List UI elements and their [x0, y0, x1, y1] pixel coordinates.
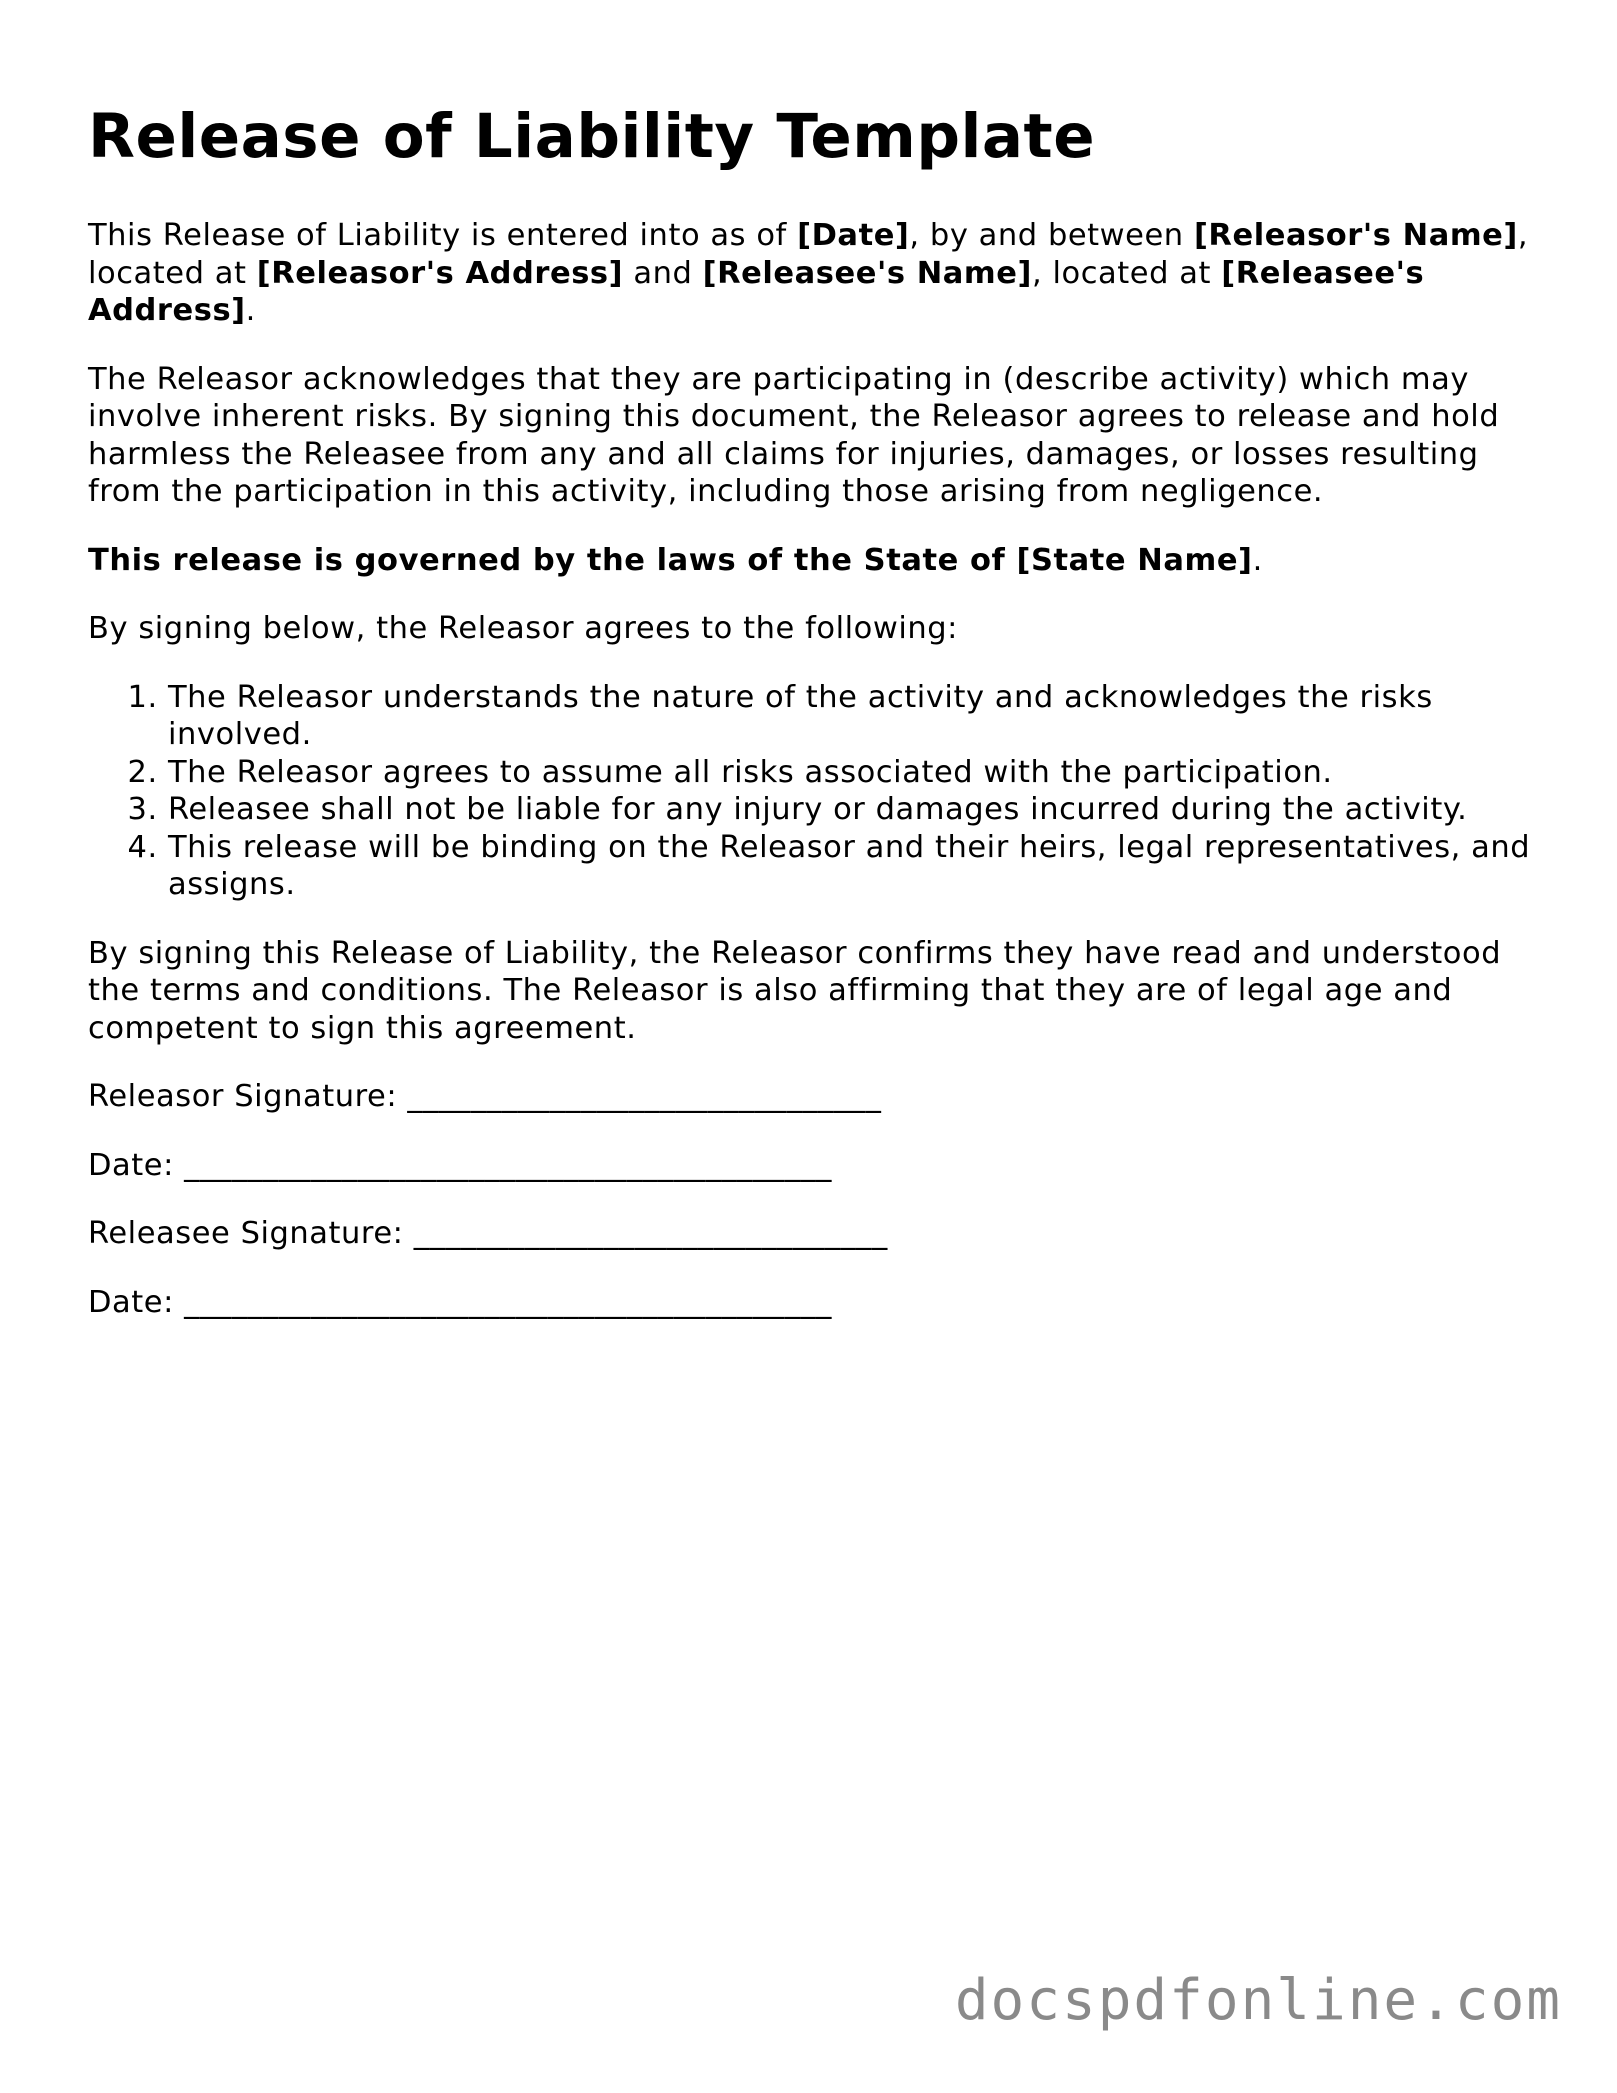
releasor-address-placeholder: [Releasor's Address]	[256, 255, 624, 291]
governing-law-text: This release is governed by the laws of the State of [State Name]	[88, 542, 1253, 578]
intro-text: and	[623, 255, 703, 291]
list-item: 4. This release will be binding on the Releasor and their heirs, legal representatives, and assigns.	[168, 829, 1533, 904]
document-page	[88, 100, 1533, 1352]
acknowledgement-paragraph: The Releasor acknowledges that they are participating in (describe activity) which may involve inherent risks. By signing this document, the Releasor agrees to release and hold harmless the Releasee from any and all claims for injuries, damages, or losses resulting from the participation in this activity, including those arising from negligence.	[88, 361, 1500, 510]
releasor-signature-line: Releasor Signature: ______________________________	[88, 1079, 882, 1115]
releasee-date-line: Date: _________________________________________	[88, 1284, 832, 1320]
list-item: 2. The Releasor agrees to assume all risks associated with the participation.	[168, 754, 1533, 792]
intro-text: , located at	[88, 218, 1529, 291]
terms-list	[88, 679, 1533, 904]
releasor-date-line: Date: _________________________________________	[88, 1147, 832, 1183]
watermark: docspdfonline.com	[954, 1968, 1562, 2033]
intro-text: .	[245, 293, 256, 329]
releasee-address-placeholder: [Releasee's Address]	[88, 255, 1425, 329]
intro-paragraph	[88, 217, 1533, 330]
governing-law-paragraph	[88, 542, 1533, 580]
date-placeholder: [Date]	[797, 218, 910, 254]
list-item: 3. Releasee shall not be liable for any injury or damages incurred during the activity.	[168, 791, 1533, 829]
governing-law-end: .	[1252, 542, 1263, 578]
page-title: Release of Liability Template	[88, 101, 1096, 172]
list-item: 1. The Releasor understands the nature of the activity and acknowledges the risks involved.	[168, 679, 1533, 754]
intro-text: This Release of Liability is entered into as of	[88, 218, 798, 254]
agreement-intro: By signing below, the Releasor agrees to the following:	[88, 611, 958, 647]
releasee-name-placeholder: [Releasee's Name]	[702, 255, 1032, 291]
releasee-signature-line: Releasee Signature: ______________________________	[88, 1216, 888, 1252]
confirmation-paragraph: By signing this Release of Liability, the Releasor confirms they have read and understood the terms and conditions. The Releasor is also affirming that they are of legal age and competent to sign this agreement.	[88, 935, 1502, 1046]
intro-text: , by and between	[909, 218, 1194, 254]
releasor-name-placeholder: [Releasor's Name]	[1193, 218, 1518, 254]
intro-text: , located at	[1032, 255, 1222, 291]
